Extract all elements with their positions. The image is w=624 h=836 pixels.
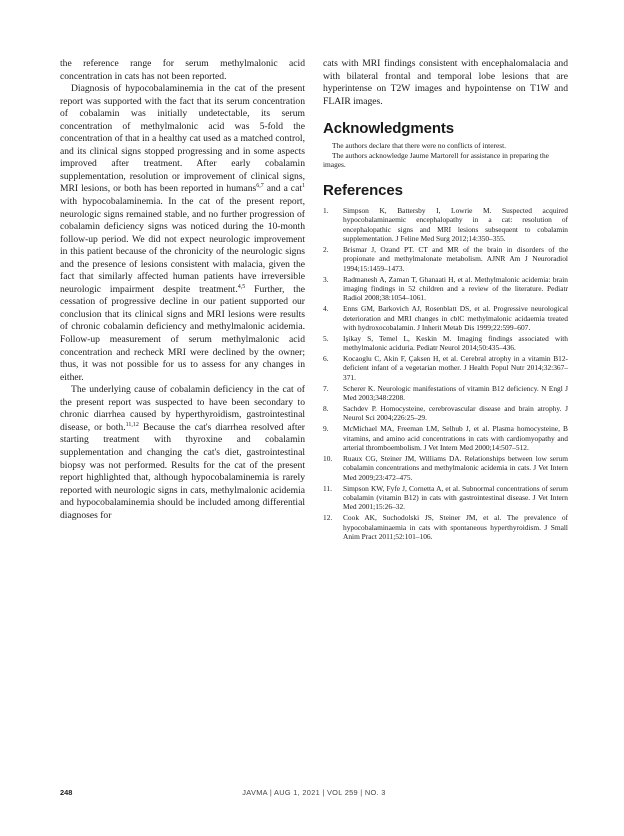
left-column (60, 58, 305, 522)
reference-text: Kocaoglu C, Akin F, Çaksen H, et al. Cerebral atrophy in a vitamin B12-deficient infant of a vegetarian mother. J Health Popul Nutr 2014;32:367–371. (343, 354, 568, 382)
reference-number: 10. (323, 453, 333, 463)
reference-text: Brismar J, Ozand PT. CT and MR of the brain in disorders of the propionate and methylmalonate metabolism. AJNR Am J Neuroradiol 1994;15:1459–1473. (343, 244, 568, 273)
reference-text: Enns GM, Barkovich AJ, Rosenblatt DS, et al. Progressive neurological deterioration and MRI changes in cblC methylmalonic acidaemia treated with hydroxocobalamin. J Inherit Metab Dis 1999;22:599–607. (343, 304, 568, 332)
reference-text: McMichael MA, Freeman LM, Selhub J, et al. Plasma homocysteine, B vitamins, and amino acid concentrations in cats with cardiomyopathy and arterial thromboembolism. J Vet Intern Med 2000;14:507–512. (343, 424, 568, 452)
reference-item (323, 304, 568, 332)
body-paragraph (60, 384, 305, 522)
citation: 6,7 (256, 183, 264, 190)
acknowledgments-section (323, 141, 568, 170)
reference-text: Işikay S, Temel L, Keskin M. Imaging findings associated with methylmalonic aciduria. Pediatr Neurol 2014;50:435–436. (343, 333, 568, 353)
reference-number: 3. (323, 274, 329, 284)
reference-list (323, 206, 568, 541)
page-footer (60, 788, 568, 800)
reference-item (323, 424, 568, 452)
reference-item (323, 454, 568, 482)
reference-item (323, 484, 568, 512)
reference-item (323, 354, 568, 382)
body-paragraph: the reference range for serum methylmalonic acid concentration in cats has not been reported. (60, 58, 305, 82)
reference-item (323, 513, 568, 541)
reference-number: 2. (323, 244, 329, 254)
body-text: Further, the cessation of progressive decline in our patient supported our conclusion that its clinical signs and MRI lesions were results of chronic cobalamin deficiency and methylmalonic acidemia. Follow-up measurement of serum methylmalonic acid concentration and recheck MRI were declined by the owner; thus, it was not possible for us to assess for any changes in either. (60, 283, 305, 383)
right-column (323, 58, 568, 543)
acknowledgment-line: The authors declare that there were no conflicts of interest. (332, 141, 507, 151)
reference-text: Cook AK, Suchodolski JS, Steiner JM, et al. The prevalence of hypocobalaminaemia in cats with spontaneous hyperthyroidism. J Small Anim Pract 2011;52:101–106. (343, 513, 568, 541)
reference-text: Radmanesh A, Zaman T, Ghanaati H, et al. Methylmalonic acidemia: brain imaging findings in 52 children and a review of the literature. Pediatr Radiol 2008;38:1054–1061. (343, 274, 568, 303)
reference-number: 5. (323, 333, 329, 343)
reference-number: 9. (323, 424, 329, 434)
reference-item (323, 404, 568, 423)
reference-text: Sachdev P. Homocysteine, cerebrovascular disease and brain atrophy. J Neurol Sci 2004;226:25–29. (343, 404, 568, 423)
journal-citation-line: JAVMA | AUG 1, 2021 | VOL 259 | NO. 3 (242, 788, 386, 797)
reference-item (323, 275, 568, 303)
citation: 1 (302, 183, 305, 190)
reference-number: 12. (323, 513, 333, 523)
citation: 4,5 (237, 283, 246, 290)
reference-item (323, 245, 568, 273)
reference-number: 4. (323, 304, 329, 314)
citation: 11,12 (125, 421, 139, 428)
reference-text: Simpson K, Battersby I, Lowrie M. Suspected acquired hypocobalaminaemic encephalopathy in a cat: resolution of encephalopathic signs and MRI lesions subsequent to cobalamin supplementation. J Feline Med Surg 2012;14:350–355. (343, 205, 568, 243)
acknowledgment-line: The authors acknowledge Jaume Martorell for assistance in preparing the images. (323, 150, 549, 170)
body-paragraph: cats with MRI findings consistent with encephalomalacia and with bilateral frontal and temporal lobe lesions that are hyperintense on T2W images and hypointense on T1W and FLAIR images. (323, 58, 568, 107)
reference-number: 7. (323, 383, 329, 393)
body-text: Because the cat's diarrhea resolved after starting treatment with thyroxine and cobalamin supplementation and changing the cat's diet, gastrointestinal biopsy was not performed. Results for the cat of the present report highlighted that, although hypocobalaminemia is rarely reported with neurologic signs in cats, methylmalonic acidemia and hypocobalaminemia should be included among differential diagnoses for (60, 421, 305, 521)
acknowledgments-heading: Acknowledgments (323, 120, 455, 138)
reference-text: Scherer K. Neurologic manifestations of vitamin B12 deficiency. N Engl J Med 2003;348:2208. (343, 383, 568, 403)
reference-number: 11. (323, 483, 332, 493)
references-heading: References (323, 181, 403, 199)
reference-text: Simpson KW, Fyfe J, Cornetta A, et al. Subnormal concentrations of serum cobalamin (vitamin B12) in cats with gastrointestinal disease. J Vet Intern Med 2001;15:26–32. (343, 483, 568, 512)
body-text: Diagnosis of hypocobalaminemia in the cat of the present report was supported with the fact that its serum concentration of cobalamin was initially undetectable, its serum concentration of methylmalonic acid was 5-fold the concentration of that in a healthy cat used as a matched control, and its clinical signs stopped progressing and in some aspects improved after treatment. After early cobalamin supplementation, resolution or improvement of clinical signs, MRI lesions, or both has been reported in humans (60, 83, 305, 195)
page-number: 248 (60, 788, 73, 797)
body-text: with hypocobalaminemia. In the cat of the present report, neurologic signs remained stable, and no further progression of cobalamin deficiency signs was noticed during the 10-month follow-up period. We did not expect neurologic improvement in this patient because of the chronicity of the neurologic signs and the presence of lesions consistent with malacia, given the fact that similarly affected human patients have irreversible neurologic impairment despite treatment. (60, 196, 305, 295)
reference-number: 6. (323, 354, 329, 364)
reference-item (323, 206, 568, 243)
reference-number: 8. (323, 404, 329, 413)
reference-text: Ruaux CG, Steiner JM, Williams DA. Relationships between low serum cobalamin concentrations and methylmalonic acidemia in cats. J Vet Intern Med 2009;23:472–475. (343, 453, 568, 482)
reference-number: 1. (323, 205, 329, 215)
body-text: The underlying cause of cobalamin deficiency in the cat of the present report was suspected to have been secondary to chronic diarrhea caused by hyperthyroidism, gastrointestinal disease, or both. (60, 384, 305, 433)
body-text: and a cat (263, 183, 302, 195)
reference-item (323, 384, 568, 403)
body-paragraph (60, 83, 305, 384)
reference-item (323, 334, 568, 353)
